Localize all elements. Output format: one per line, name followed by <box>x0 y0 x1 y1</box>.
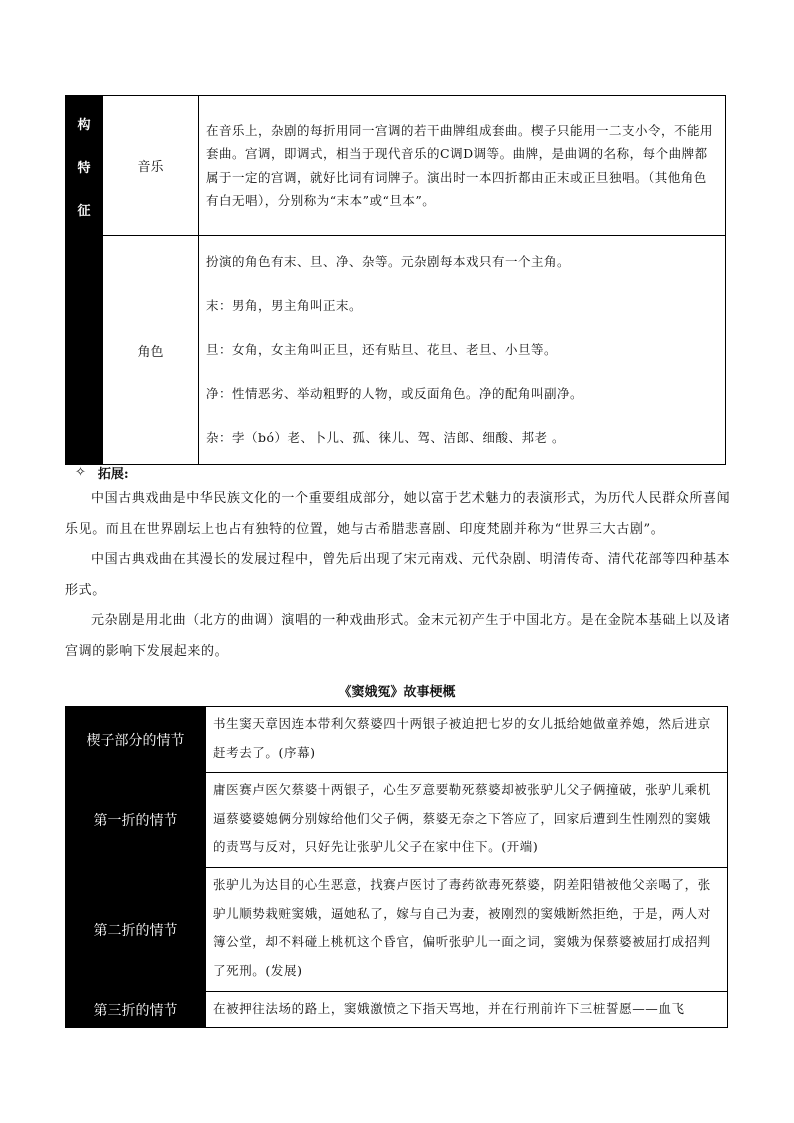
story-row <box>66 773 728 868</box>
roles-line: 净：性情恶劣、举动粗野的人物，或反面角色。净的配角叫副净。 <box>206 386 584 401</box>
extension-heading-text: 拓展: <box>97 466 129 482</box>
roles-label: 角色 <box>103 236 199 465</box>
story-row-text: 书生窦天章因连本带利欠蔡婆四十两银子被迫把七岁的女儿抵给她做童养媳，然后进京赶考去了。(序幕) <box>206 707 728 773</box>
music-label: 音乐 <box>103 96 199 236</box>
music-description: 在音乐上，杂剧的每折用同一宫调的若干曲牌组成套曲。楔子只能用一二支小令，不能用套曲。宫调，即调式，相当于现代音乐的C调D调等。曲牌，是曲调的名称，每个曲牌都属于一定的宫调，就好比词有词牌子。演出时一本四折都由正末或正旦独唱。（其他角色有白无唱），分别称为“末本”或“旦本”。 <box>199 96 726 236</box>
roles-line: 旦：女角，女主角叫正旦，还有贴旦、花旦、老旦、小旦等。 <box>206 342 558 357</box>
extension-paragraph: 元杂剧是用北曲（北方的曲调）演唱的一种戏曲形式。金末元初产生于中国北方。是在金院本基础上以及诸宫调的影响下发展起来的。 <box>65 613 731 659</box>
side-label-char: 征 <box>77 204 91 219</box>
side-label-char: 构 <box>77 118 91 133</box>
structure-table <box>65 95 726 465</box>
extension-paragraph: 中国古典戏曲是中华民族文化的一个重要组成部分，她以富于艺术魅力的表演形式，为历代人民群众所喜闻乐见。而且在世界剧坛上也占有独特的位置，她与古希腊悲喜剧、印度梵剧并称为“世界三大古剧”。 <box>65 491 731 537</box>
structure-side-label <box>66 96 103 465</box>
roles-line: 杂：孛（bó）老、卜儿、孤、徕儿、驾、洁郎、细酸、邦老 。 <box>206 430 566 445</box>
roles-description <box>199 236 726 465</box>
story-row-text: 庸医赛卢医欠蔡婆十两银子，心生歹意要勒死蔡婆却被张驴儿父子俩撞破，张驴儿乘机逼蔡婆婆媳俩分别嫁给他们父子俩，蔡婆无奈之下答应了，回家后遭到生性刚烈的窦娥的责骂与反对，只好先让张驴儿父子在家中住下。(开端) <box>206 773 728 868</box>
story-row-label: 第三折的情节 <box>66 992 206 1028</box>
extension-heading <box>75 460 735 484</box>
story-row-label: 第一折的情节 <box>66 773 206 868</box>
story-row-label: 楔子部分的情节 <box>66 707 206 773</box>
side-label-char: 特 <box>77 161 91 176</box>
story-row-text: 在被押往法场的路上，窦娥激愤之下指天骂地，并在行刑前许下三桩誓愿——血飞 <box>206 992 728 1028</box>
story-title: 《窦娥冤》故事梗概 <box>338 685 456 700</box>
story-row <box>66 992 728 1028</box>
story-table <box>65 706 728 1028</box>
story-row-label: 第二折的情节 <box>66 868 206 992</box>
sparkle-icon: ✧ <box>75 464 86 480</box>
extension-paragraph: 中国古典戏曲在其漫长的发展过程中，曾先后出现了宋元南戏、元代杂剧、明清传奇、清代花部等四种基本形式。 <box>65 552 731 598</box>
roles-line: 末：男角，男主角叫正末。 <box>206 298 363 313</box>
extension-section <box>65 460 735 667</box>
story-row <box>66 868 728 992</box>
story-row-text: 张驴儿为达目的心生恶意，找赛卢医讨了毒药欲毒死蔡婆，阴差阳错被他父亲喝了，张驴儿顺势栽赃窦娥，逼她私了，嫁与自己为妻，被刚烈的窦娥断然拒绝，于是，两人对簿公堂，却不料碰上桃杌这个昏官，偏听张驴儿一面之词，窦娥为保蔡婆被屈打成招判了死刑。(发展) <box>206 868 728 992</box>
story-row <box>66 707 728 773</box>
roles-line: 扮演的角色有末、旦、净、杂等。元杂剧每本戏只有一个主角。 <box>206 254 571 269</box>
